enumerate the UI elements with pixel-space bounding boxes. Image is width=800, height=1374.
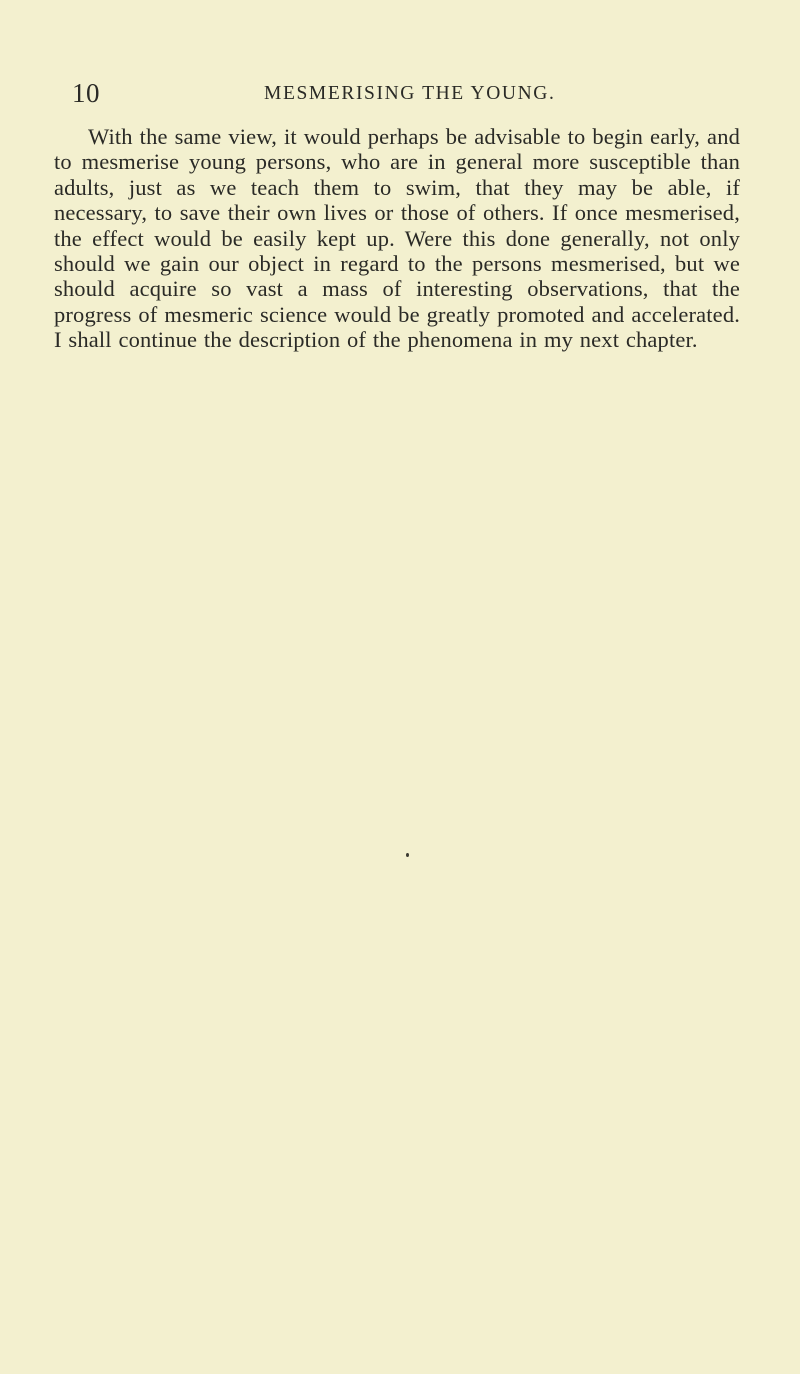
running-title: MESMERISING THE YOUNG. (264, 83, 556, 104)
body-paragraph: With the same view, it would perhaps be advisable to begin early, and to mesmerise young persons, who are in general more susceptible than adults, just as we teach them to swim, that they may be able, if necessary, to save their own lives or those of others. If once mesmerised, the effect would be easily kept up. Were this done generally, not only should we gain our object in regard to the persons mesmerised, but we should acquire so vast a mass of interesting observations, that the progress of mesmeric science would be greatly promoted and accelerated. I shall continue the description of the phenomena in my next chapter. (54, 124, 740, 353)
page-number: 10 (72, 78, 100, 108)
paper-speck (406, 853, 409, 857)
running-head (72, 76, 732, 110)
